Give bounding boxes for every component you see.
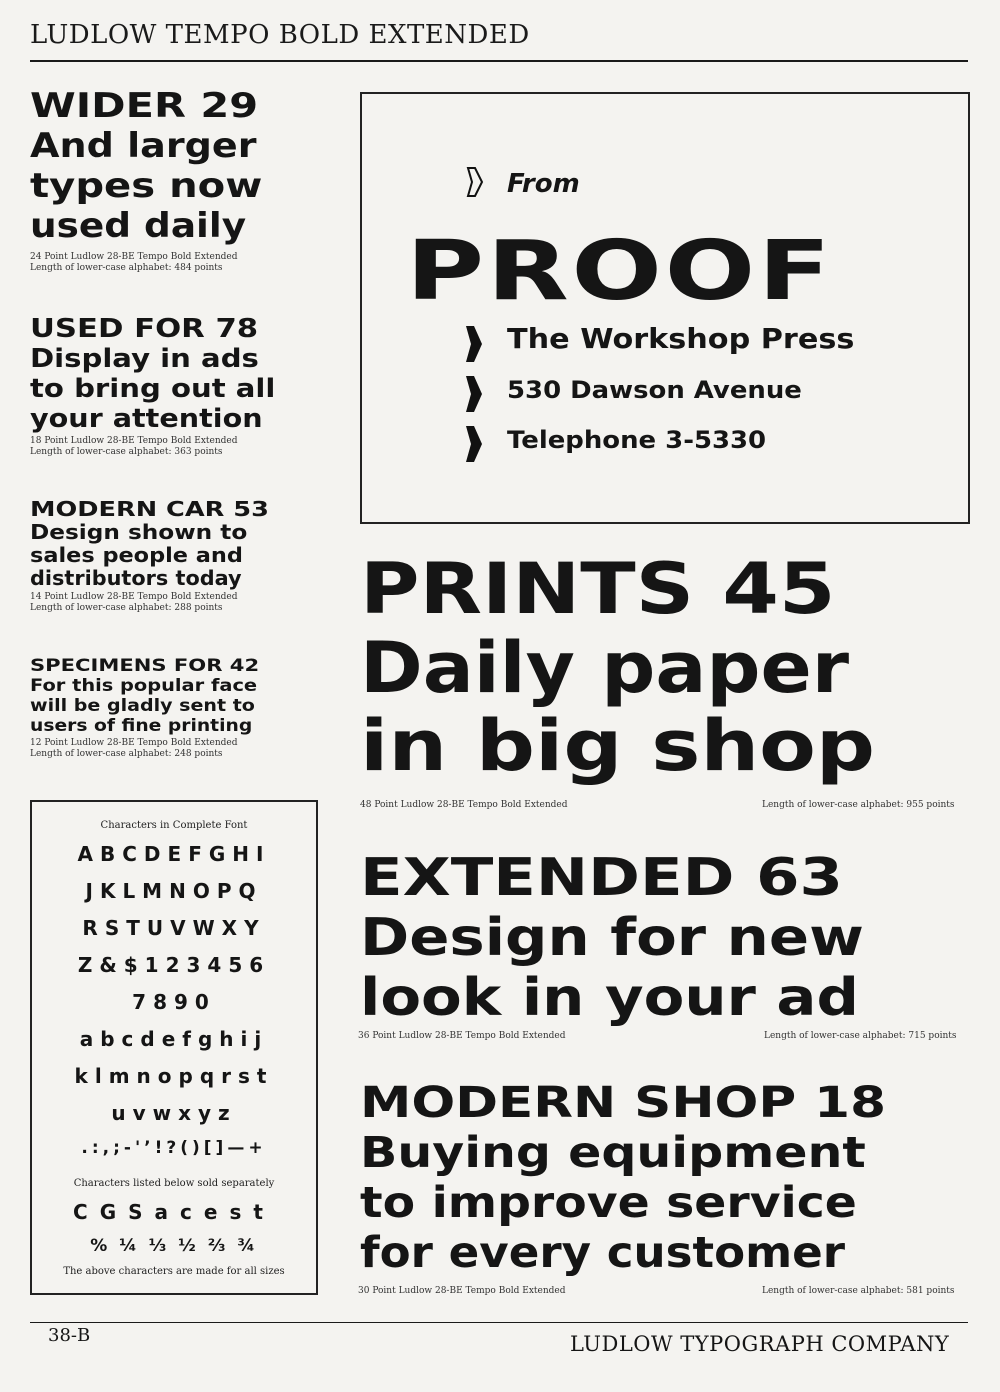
specimen-caption-size: 14 Point Ludlow 28-BE Tempo Bold Extended (30, 592, 238, 602)
font-row: RSTUVWXY (82, 916, 266, 940)
font-row: JKLMNOPQ (85, 879, 263, 903)
specimen-line: MODERN SHOP 18 (360, 1078, 886, 1128)
proof-from: From (507, 169, 580, 199)
footer-company: LUDLOW TYPOGRAPH COMPANY (570, 1332, 950, 1356)
font-box-heading: Characters in Complete Font (100, 820, 248, 831)
font-box-note: The above characters are made for all sizes (63, 1266, 285, 1277)
font-row: abcdefghij (79, 1027, 269, 1051)
specimen-line: will be gladly sent to (30, 696, 255, 716)
specimen-line: PRINTS 45 (360, 548, 836, 630)
specimen-line: Design for new (360, 908, 864, 968)
specimen-line: For this popular face (30, 676, 258, 696)
specimen-line: for every customer (360, 1228, 846, 1278)
font-row: uvwxyz (111, 1101, 237, 1125)
font-row-separate: CGSacest (73, 1200, 275, 1224)
solid-arrow-icon (464, 424, 484, 464)
specimen-line: Display in ads (30, 344, 259, 374)
specimen-line: distributors today (30, 566, 242, 590)
font-row: klmnopqrst (74, 1064, 274, 1088)
specimen-30pt (360, 1078, 970, 1278)
specimen-line: look in your ad (360, 968, 859, 1028)
proof-box (360, 92, 970, 524)
font-row: 7890 (132, 990, 216, 1014)
solid-arrow-icon (464, 324, 484, 364)
specimen-caption-size: 48 Point Ludlow 28-BE Tempo Bold Extended (360, 800, 568, 810)
outline-arrow-icon (466, 166, 484, 198)
specimen-line: SPECIMENS FOR 42 (30, 656, 260, 676)
specimen-line: And larger (30, 126, 257, 166)
header-title: LUDLOW TEMPO BOLD EXTENDED (30, 20, 530, 50)
proof-line-address: 530 Dawson Avenue (507, 376, 802, 404)
font-row-fractions: % ¼ ⅓ ½ ⅔ ¾ (90, 1236, 258, 1256)
specimen-48pt (360, 548, 970, 786)
specimen-line: USED FOR 78 (30, 314, 259, 344)
solid-arrow-icon (464, 374, 484, 414)
specimen-caption-length: Length of lower-case alphabet: 288 points (30, 603, 223, 613)
specimen-line: users of fine printing (30, 716, 253, 736)
specimen-caption-length: Length of lower-case alphabet: 484 points (30, 263, 223, 273)
page-number: 38-B (48, 1325, 91, 1346)
specimen-line: Daily paper (360, 627, 850, 709)
footer-rule (30, 1322, 968, 1323)
specimen-line: in big shop (360, 705, 876, 787)
specimen-24pt (30, 86, 320, 274)
font-row: ABCDEFGHI (77, 842, 271, 866)
specimen-line: EXTENDED 63 (360, 848, 843, 908)
font-box-separate-heading: Characters listed below sold separately (73, 1178, 275, 1189)
specimen-caption-length: Length of lower-case alphabet: 248 points (30, 749, 223, 759)
specimen-caption-length: Length of lower-case alphabet: 363 points (30, 447, 223, 457)
specimen-caption-size: 12 Point Ludlow 28-BE Tempo Bold Extended (30, 738, 238, 748)
specimen-caption-length: Length of lower-case alphabet: 715 points (764, 1031, 957, 1041)
specimen-line: to bring out all (30, 374, 276, 404)
specimen-line: to improve service (360, 1178, 857, 1228)
specimen-36pt (360, 848, 970, 1028)
specimen-caption-size: 30 Point Ludlow 28-BE Tempo Bold Extended (358, 1286, 566, 1296)
font-row: Z&$123456 (77, 953, 271, 977)
proof-title: PROOF (406, 224, 834, 319)
specimen-line: Design shown to (30, 520, 248, 544)
specimen-line: Buying equipment (360, 1128, 866, 1178)
specimen-14pt (30, 498, 320, 614)
specimen-line: WIDER 29 (30, 86, 259, 126)
header-rule (30, 60, 968, 62)
specimen-caption-length: Length of lower-case alphabet: 581 points (762, 1286, 955, 1296)
specimen-line: used daily (30, 206, 247, 246)
specimen-caption-size: 18 Point Ludlow 28-BE Tempo Bold Extended (30, 436, 238, 446)
specimen-caption-size: 36 Point Ludlow 28-BE Tempo Bold Extended (358, 1031, 566, 1041)
specimen-caption-size: 24 Point Ludlow 28-BE Tempo Bold Extended (30, 252, 238, 262)
proof-line-telephone: Telephone 3-5330 (507, 426, 767, 454)
specimen-caption-length: Length of lower-case alphabet: 955 points (762, 800, 955, 810)
specimen-line: sales people and (30, 543, 243, 567)
specimen-12pt (30, 656, 320, 760)
specimen-line: MODERN CAR 53 (30, 497, 269, 521)
specimen-line: your attention (30, 404, 263, 434)
specimen-18pt (30, 314, 320, 458)
specimen-line: types now (30, 166, 263, 206)
font-row: .:,;-'’!?()[]—+ (81, 1138, 267, 1158)
proof-line-name: The Workshop Press (507, 322, 855, 355)
complete-font-box (30, 800, 318, 1295)
